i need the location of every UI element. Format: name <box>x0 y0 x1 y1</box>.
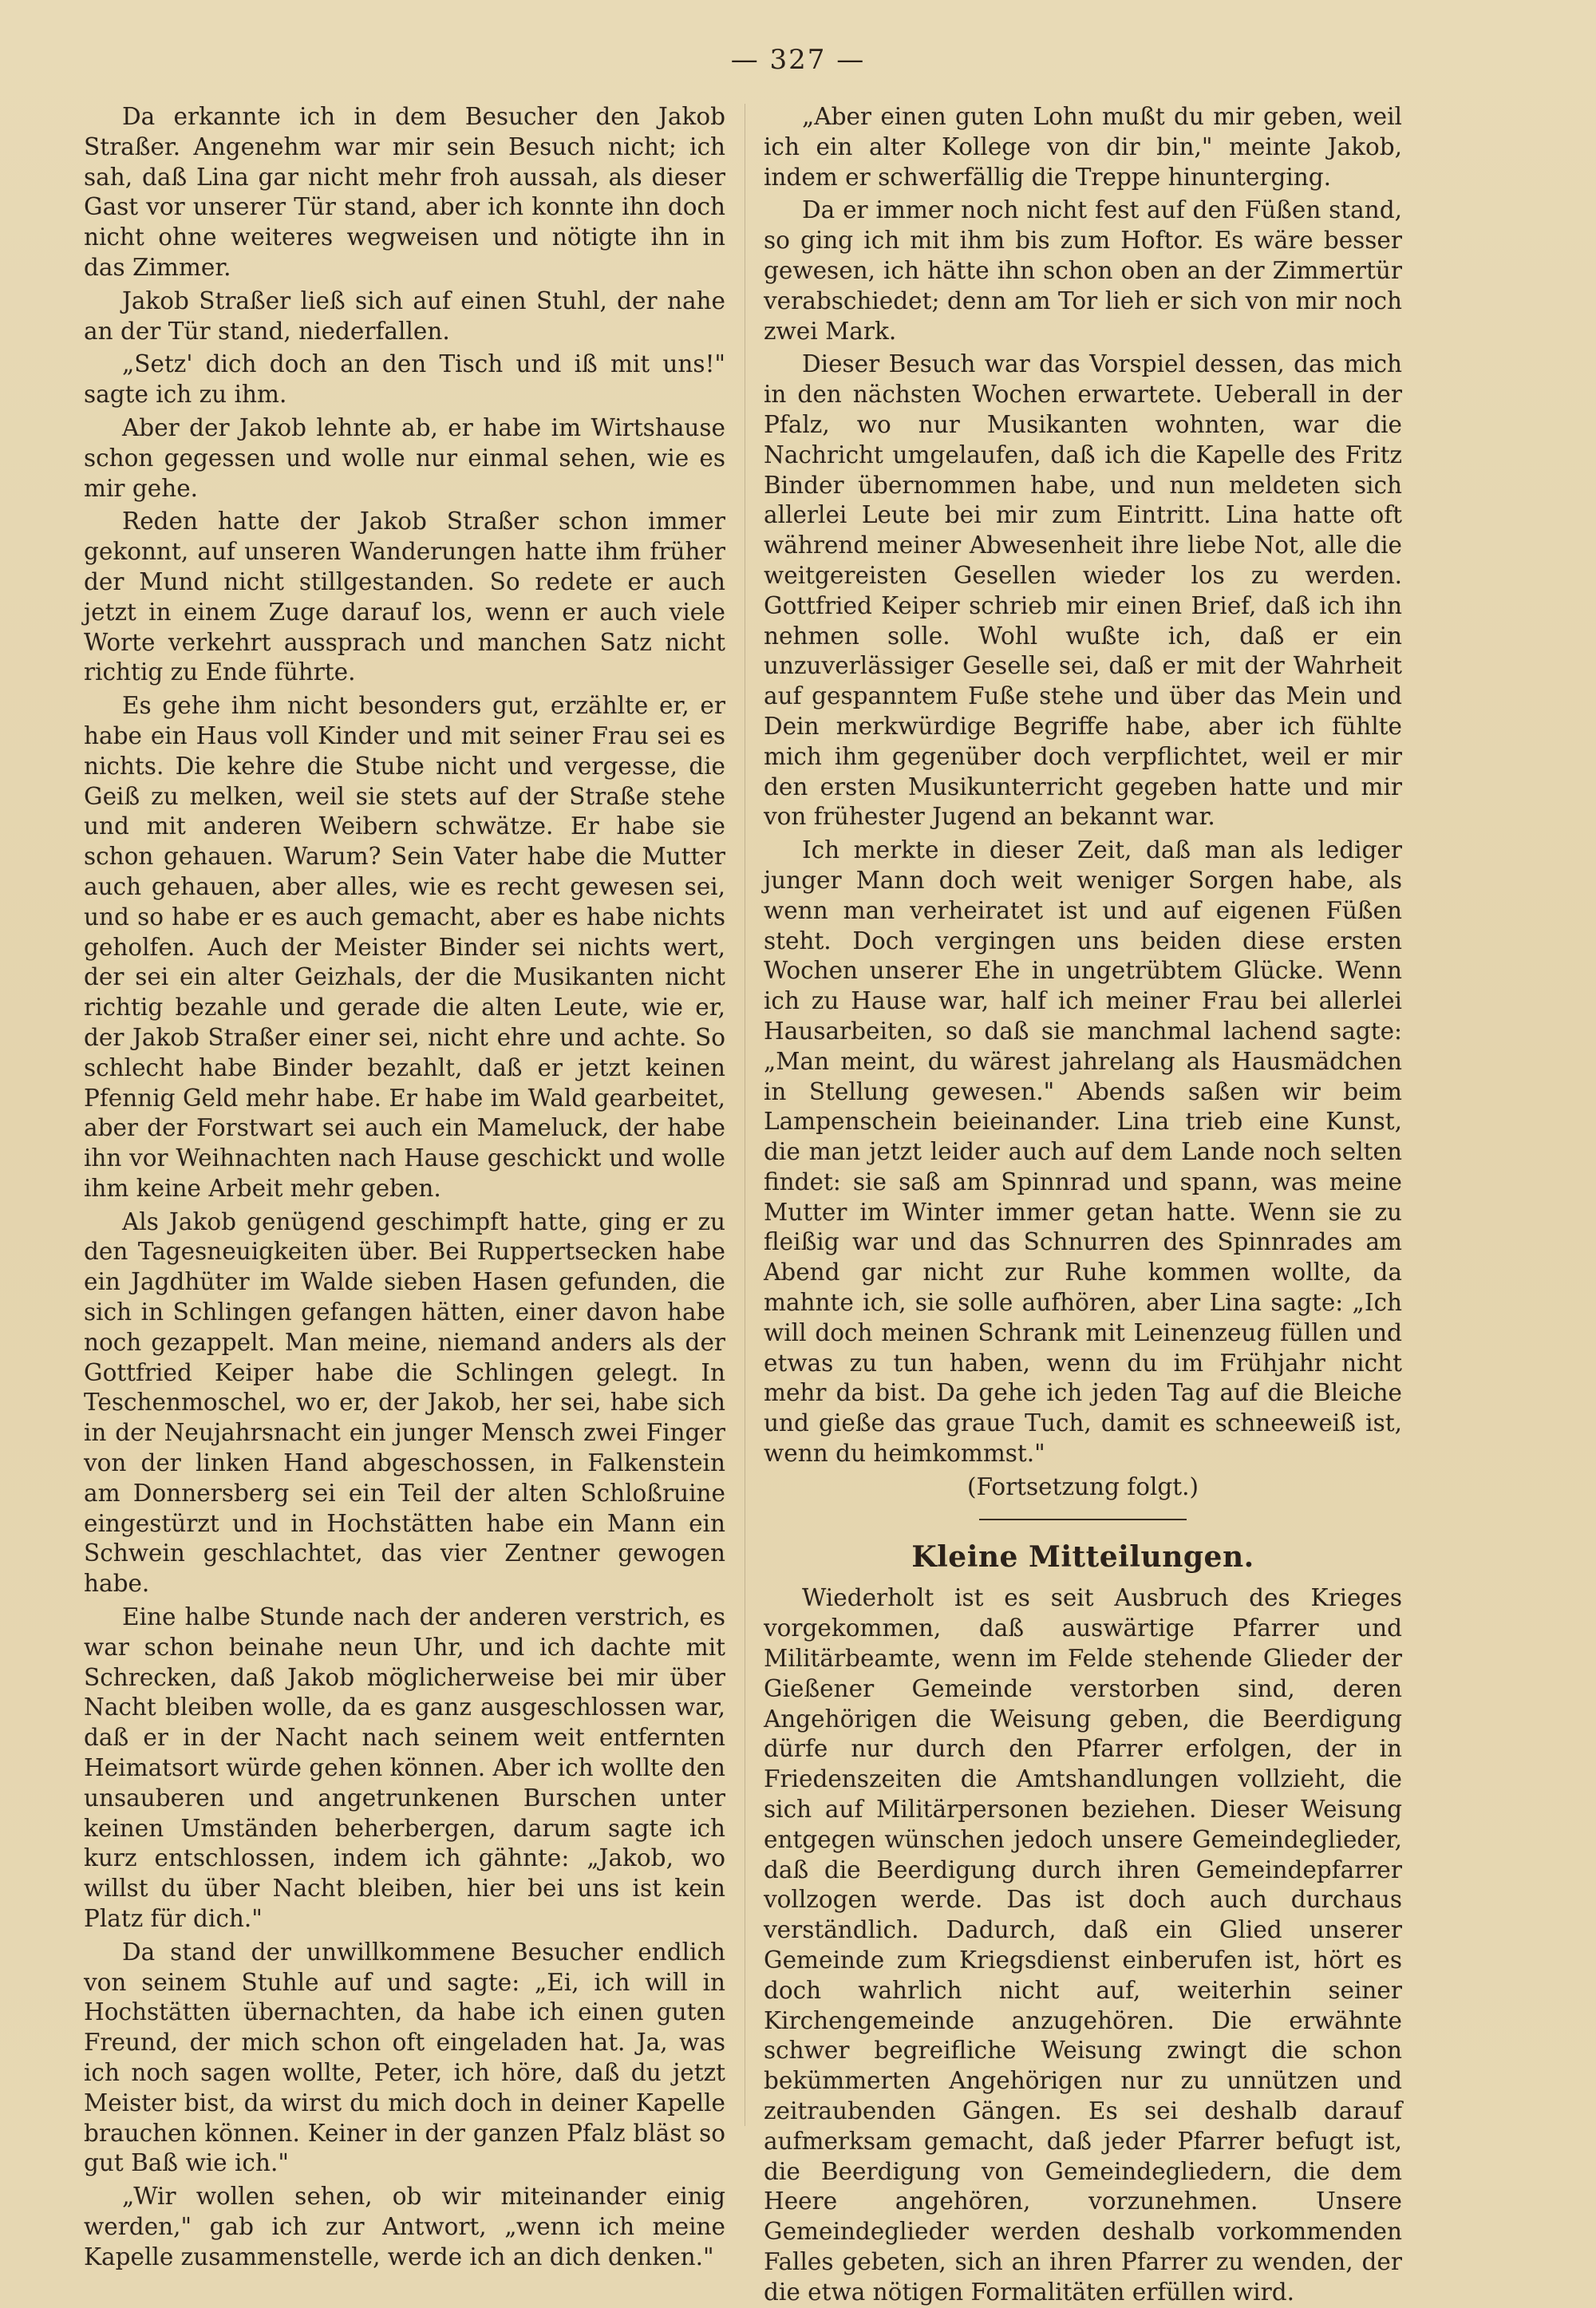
page-number: — 327 — <box>730 44 866 76</box>
paragraph: Jakob Straßer ließ sich auf einen Stuhl, der nahe an der Tür stand, niederfallen. <box>84 287 725 345</box>
paragraph: Da erkannte ich in dem Besucher den Jakob Straßer. Angenehm war mir sein Besuch nicht; ich sah, daß Lina gar nicht mehr froh aussah, als dieser Gast vor unserer Tür stand, aber ich konnte ihn doch nicht ohne weiteres wegweisen und nötigte ihn in das Zimmer. <box>84 103 725 281</box>
left-column <box>84 102 725 2270</box>
paragraph: Da er immer noch nicht fest auf den Füßen stand, so ging ich mit ihm bis zum Hoftor. Es wäre besser gewesen, ich hätte ihn schon oben an der Zimmertür verabschiedet; denn am Tor lieh er sich von mir noch zwei Mark. <box>764 196 1402 345</box>
continued-note: (Fortsetzung folgt.) <box>966 1472 1199 1500</box>
paragraph: „Wir wollen sehen, ob wir miteinander einig werden," gab ich zur Antwort, „wenn ich meine Kapelle zusammenstelle, werde ich an dich denken." <box>84 2183 725 2270</box>
paragraph: Eine halbe Stunde nach der anderen verstrich, es war schon beinahe neun Uhr, und ich dachte mit Schrecken, daß Jakob möglicherweise bei mir über Nacht bleiben wolle, da es ganz ausgeschlossen war, daß er in der Nacht nach seinem weit entfernten Heimatsort würde gehen können. Aber ich wollte den unsauberen und angetrunkenen Burschen unter keinen Umständen beherbergen, darum sagte ich kurz entschlossen, indem ich gähnte: „Jakob, wo willst du über Nacht bleiben, hier bei uns ist kein Platz für dich." <box>84 1603 725 1933</box>
section-heading: Kleine Mitteilungen. <box>911 1539 1254 1574</box>
paragraph: Es gehe ihm nicht besonders gut, erzählte er, er habe ein Haus voll Kinder und mit seiner Frau sei es nichts. Die kehre die Stube nicht und vergesse, die Geiß zu melken, weil sie stets auf der Straße stehe und mit anderen Weibern schwätze. Er habe sie schon gehauen. Warum? Sein Vater habe die Mutter auch gehauen, aber alles, wie es recht gewesen sei, und so habe er es auch gemacht, aber es habe nichts geholfen. Auch der Meister Binder sei nichts wert, der sei ein alter Geizhals, der die Musikanten nicht richtig bezahle und gerade die alten Leute, wie er, der Jakob Straßer einer sei, nicht ehre und achte. So schlecht habe Binder bezahlt, daß er jetzt keinen Pfennig Geld mehr habe. Er habe im Wald gearbeitet, aber der Forstwart sei auch ein Mameluck, der habe ihn vor Weihnachten nach Hause geschickt und wolle ihm keine Arbeit mehr geben. <box>84 692 725 1202</box>
paragraph: „Aber einen guten Lohn mußt du mir geben, weil ich ein alter Kollege von dir bin," meinte Jakob, indem er schwerfällig die Treppe hinunterging. <box>764 103 1402 191</box>
paragraph: „Setz' dich doch an den Tisch und iß mit uns!" sagte ich zu ihm. <box>84 350 725 409</box>
paragraph: Dieser Besuch war das Vorspiel dessen, das mich in den nächsten Wochen erwartete. Ueberall in der Pfalz, wo nur Musikanten wohnten, war die Nachricht umgelaufen, daß ich die Kapelle des Fritz Binder übernommen habe, und nun meldeten sich allerlei Leute bei mir zum Eintritt. Lina hatte oft während meiner Abwesenheit ihre liebe Not, alle die weitgereisten Gesellen wieder los zu werden. Gottfried Keiper schrieb mir einen Brief, daß ich ihn nehmen solle. Wohl wußte ich, daß er ein unzuverlässiger Geselle sei, daß er mit der Wahrheit auf gespanntem Fuße stehe und über das Mein und Dein merkwürdige Begriffe habe, aber ich fühlte mich ihm gegenüber doch verpflichtet, weil er mir den ersten Musikunterricht gegeben hatte und mir von frühester Jugend an bekannt war. <box>764 350 1402 831</box>
paragraph: Ich merkte in dieser Zeit, daß man als lediger junger Mann doch weit weniger Sorgen habe, als wenn man verheiratet ist und auf eigenen Füßen steht. Doch vergingen uns beiden diese ersten Wochen unserer Ehe in ungetrübtem Glücke. Wenn ich zu Hause war, half ich meiner Frau bei allerlei Hausarbeiten, so daß sie manchmal lachend sagte: „Man meint, du wärest jahrelang als Hausmädchen in Stellung gewesen." Abends saßen wir beim Lampenschein beieinander. Lina trieb eine Kunst, die man jetzt leider auch auf dem Lande noch selten findet: sie saß am Spinnrad und spann, was meine Mutter im Winter immer getan hatte. Wenn sie zu fleißig war und das Schnurren des Spinnrades am Abend gar nicht zur Ruhe kommen wollte, da mahnte ich, sie solle aufhören, aber Lina sagte: „Ich will doch meinen Schrank mit Leinenzeug füllen und etwas zu tun haben, wenn du im Frühjahr nicht mehr da bist. Da gehe ich jeden Tag auf die Bleiche und gieße das graue Tuch, damit es schneeweiß ist, wenn du heimkommst." <box>764 836 1402 1468</box>
paragraph: Da stand der unwillkommene Besucher endlich von seinem Stuhle auf und sagte: „Ei, ich will in Hochstätten übernachten, da habe ich einen guten Freund, der mich schon oft eingeladen hat. Ja, was ich noch sagen wollte, Peter, ich höre, daß du jetzt Meister bist, da wirst du mich doch in deiner Kapelle brauchen können. Keiner in der ganzen Pfalz bläst so gut Baß wie ich." <box>84 1938 725 2177</box>
paragraph: Wiederholt ist es seit Ausbruch des Krieges vorgekommen, daß auswärtige Pfarrer und Militärbeamte, wenn im Felde stehende Glieder der Gießener Gemeinde verstorben sind, deren Angehörigen die Weisung geben, die Beerdigung dürfe nur durch den Pfarrer erfolgen, der in Friedenszeiten die Amtshandlungen vollzieht, die sich auf Militärpersonen beziehen. Dieser Weisung entgegen wünschen jedoch unsere Gemeindeglieder, daß die Beerdigung durch ihren Gemeindepfarrer vollzogen werde. Das ist doch auch durchaus verständlich. Dadurch, daß ein Glied unserer Gemeinde zum Kriegsdienst einberufen ist, hört es doch wahrlich nicht auf, weiterhin seiner Kirchengemeinde anzugehören. Die erwähnte schwer begreifliche Weisung zwingt die schon bekümmerten Angehörigen nur zu unnützen und zeitraubenden Gängen. Es sei deshalb darauf aufmerksam gemacht, daß jeder Pfarrer befugt ist, die Beerdigung von Gemeindegliedern, die dem Heere angehören, vorzunehmen. Unsere Gemeindeglieder werden deshalb vorkommenden Falles gebeten, sich an ihren Pfarrer zu wenden, der die etwa nötigen Formalitäten erfüllen wird. <box>764 1584 1402 2306</box>
paragraph: Reden hatte der Jakob Straßer schon immer gekonnt, auf unseren Wanderungen hatte ihm früher der Mund nicht stillgestanden. So redete er auch jetzt in einem Zuge darauf los, wenn er auch viele Worte verkehrt aussprach und manchen Satz nicht richtig zu Ende führte. <box>84 508 725 686</box>
section-rule <box>979 1519 1187 1520</box>
right-column <box>764 102 1402 2306</box>
paragraph: Als Jakob genügend geschimpft hatte, ging er zu den Tagesneuigkeiten über. Bei Ruppertsecken habe ein Jagdhüter im Walde sieben Hasen gefunden, die sich in Schlingen gefangen hätten, einer davon habe noch gezappelt. Man meine, niemand anders als der Gottfried Keiper habe die Schlingen gelegt. In Teschenmoschel, wo er, der Jakob, her sei, habe sich in der Neujahrsnacht ein junger Mensch zwei Finger von der linken Hand abgeschossen, in Falkenstein am Donnersberg sei ein Teil der alten Schloßruine eingestürzt und in Hochstätten habe ein Mann ein Schwein geschlachtet, das vier Zentner gewogen habe. <box>84 1207 725 1598</box>
paragraph: Aber der Jakob lehnte ab, er habe im Wirtshause schon gegessen und wolle nur einmal sehen, wie es mir gehe. <box>84 413 725 502</box>
